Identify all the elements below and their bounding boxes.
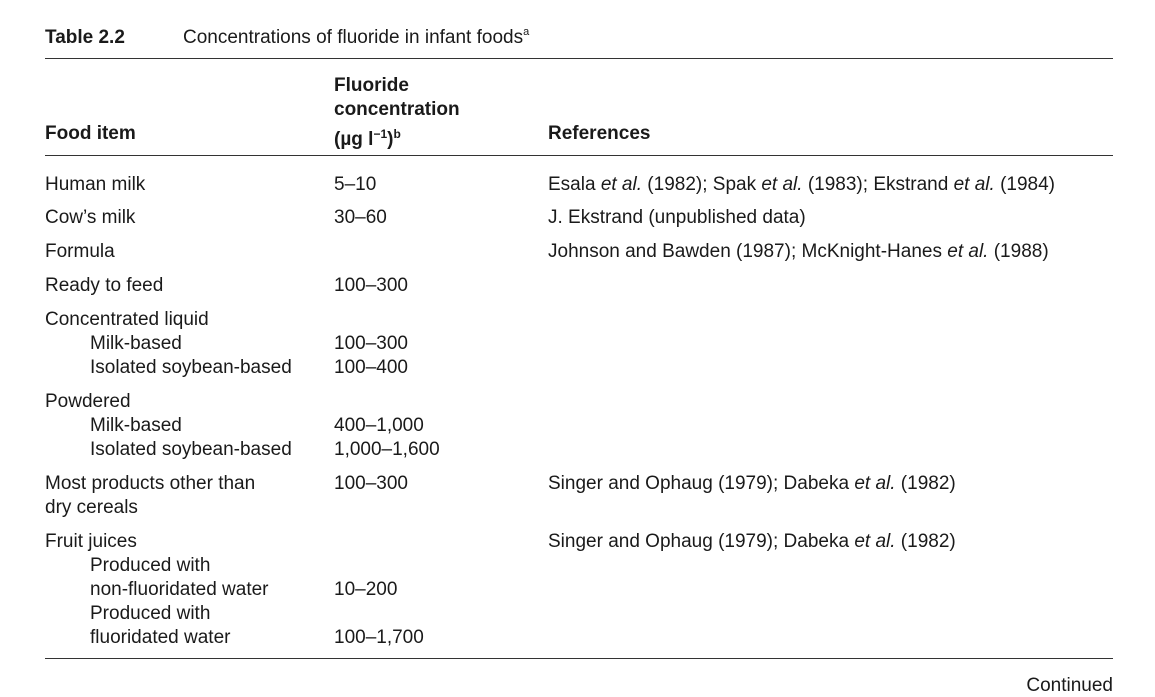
food-subitem-cell: fluoridated water xyxy=(90,627,231,648)
header-concentration-line2: concentration xyxy=(334,99,460,120)
concentration-cell: 10–200 xyxy=(334,579,398,600)
bottom-rule xyxy=(45,658,1113,659)
concentration-cell: 400–1,000 xyxy=(334,415,424,436)
food-cell: Fruit juices xyxy=(45,531,137,552)
concentration-cell: 30–60 xyxy=(334,207,387,228)
table-number: Table 2.2 xyxy=(45,27,125,48)
reference-cell: Esala et al. (1982); Spak et al. (1983); Ekstrand et al. (1984) xyxy=(548,174,1055,195)
food-cell: Formula xyxy=(45,241,115,262)
header-references: References xyxy=(548,123,651,144)
reference-cell: Singer and Ophaug (1979); Dabeka et al. (1982) xyxy=(548,531,956,552)
header-concentration-unit: (µg $l^{-1})^b$ xyxy=(334,127,401,150)
reference-cell: J. Ekstrand (unpublished data) xyxy=(548,207,806,228)
food-subitem-cell: Produced with xyxy=(90,603,211,624)
food-subitem-cell: Milk-based xyxy=(90,415,182,436)
concentration-cell: 100–300 xyxy=(334,275,408,296)
table-caption xyxy=(45,26,529,49)
food-cell: Powdered xyxy=(45,391,131,412)
table-title: Concentrations of fluoride in infant foods xyxy=(183,27,524,48)
concentration-cell: 100–300 xyxy=(334,333,408,354)
header-footnote-marker: b xyxy=(393,127,401,141)
concentration-cell: 1,000–1,600 xyxy=(334,439,440,460)
food-subitem-cell: Produced with xyxy=(90,555,211,576)
food-cell: Concentrated liquid xyxy=(45,309,209,330)
concentration-cell: 5–10 xyxy=(334,174,377,195)
concentration-cell: 100–1,700 xyxy=(334,627,424,648)
title-footnote-marker: a xyxy=(523,26,530,38)
food-subitem-cell: non-fluoridated water xyxy=(90,579,269,600)
food-cell: Cow’s milk xyxy=(45,207,136,228)
reference-cell: Johnson and Bawden (1987); McKnight-Hanes et al. (1988) xyxy=(548,241,1049,262)
header-concentration-line1: Fluoride xyxy=(334,75,409,96)
header-food-item: Food item xyxy=(45,123,136,144)
food-cell-continuation: dry cereals xyxy=(45,497,138,518)
food-cell: Human milk xyxy=(45,174,146,195)
top-rule xyxy=(45,58,1113,59)
food-subitem-cell: Isolated soybean-based xyxy=(90,439,292,460)
continued-label: Continued xyxy=(1026,675,1113,696)
concentration-cell: 100–300 xyxy=(334,473,408,494)
food-cell: Ready to feed xyxy=(45,275,164,296)
reference-cell: Singer and Ophaug (1979); Dabeka et al. (1982) xyxy=(548,473,956,494)
food-subitem-cell: Milk-based xyxy=(90,333,182,354)
header-rule xyxy=(45,155,1113,156)
concentration-cell: 100–400 xyxy=(334,357,408,378)
food-subitem-cell: Isolated soybean-based xyxy=(90,357,292,378)
food-cell: Most products other than xyxy=(45,473,256,494)
